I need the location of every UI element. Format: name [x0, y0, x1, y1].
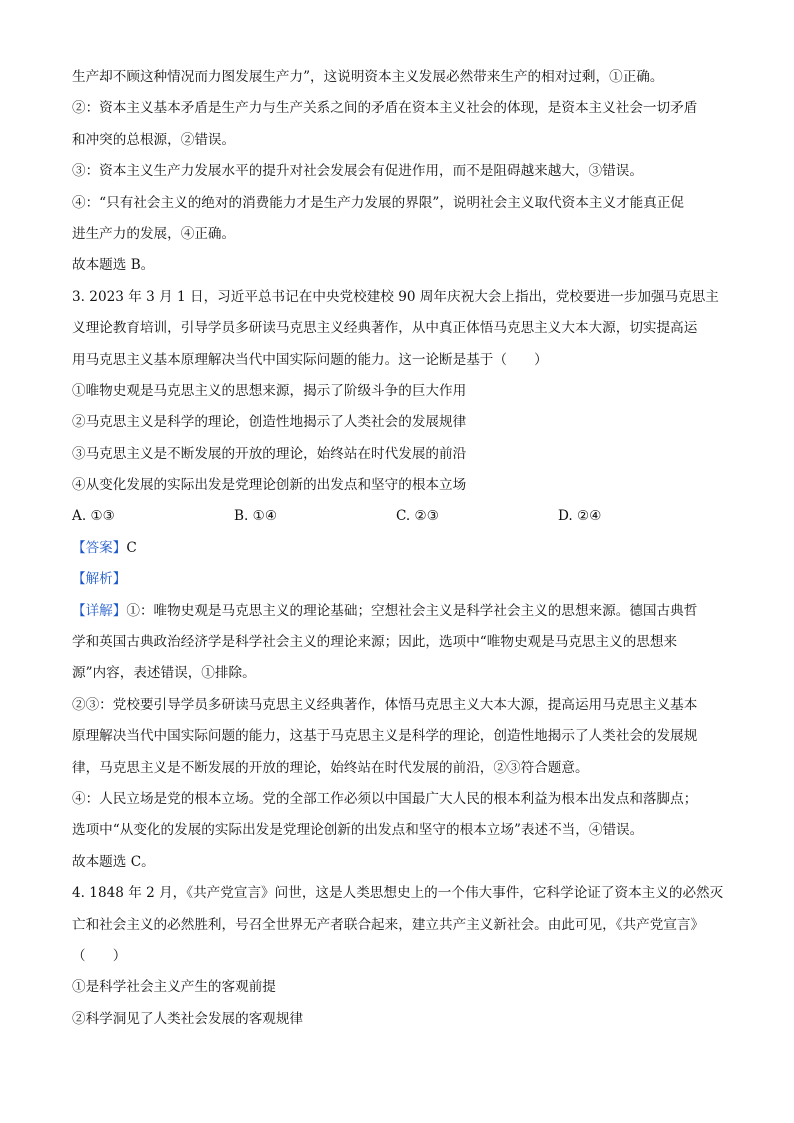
text-line: 和冲突的总根源，②错误。 — [72, 131, 236, 148]
q4-statement: ②科学洞见了人类社会发展的客观规律 — [72, 1010, 304, 1027]
q3-stem-line: 义理论教育培训，引导学员多研读马克思主义经典著作，从中真正体悟马克思主义大本大源，切实提高运 — [72, 320, 698, 337]
q3-statement: ③马克思主义是不断发展的开放的理论，始终站在时代发展的前沿 — [72, 445, 467, 462]
answer-value: C — [126, 539, 137, 556]
q3-detail-line: 选项中“从变化的发展的实际出发是党理论创新的出发点和坚守的根本立场”表述不当，④错误。 — [72, 822, 644, 839]
analysis-tag: 【解析】 — [72, 571, 127, 588]
q3-stem-line: 用马克思主义基本原理解决当代中国实际问题的能力。这一论断是基于（ ） — [72, 351, 548, 368]
option-d: D. ②④ — [558, 508, 602, 525]
answer-tag: 【答案】 — [72, 539, 127, 556]
text-line: ③：资本主义生产力发展水平的提升对社会发展会有促进作用，而不是阻碍越来越大，③错误。 — [72, 163, 643, 180]
q3-detail-line — [72, 596, 794, 627]
q3-statement: ①唯物史观是马克思主义的思想来源，揭示了阶级斗争的巨大作用 — [72, 382, 467, 399]
q3-detail-line: 源”内容，表述错误，①排除。 — [72, 665, 256, 682]
question-3 — [72, 282, 794, 878]
q3-detail-line: ④：人民立场是党的根本立场。党的全部工作必须以中国最广大人民的根本利益为根本出发点和落脚点； — [72, 790, 698, 807]
q3-detail-line: 律，马克思主义是不断发展的开放的理论，始终站在时代发展的前沿，②③符合题意。 — [72, 759, 589, 776]
q3-statement: ②马克思主义是科学的理论，创造性地揭示了人类社会的发展规律 — [72, 414, 467, 431]
text-line: ④：“只有社会主义的绝对的消费能力才是生产力发展的界限”，说明社会主义取代资本主义才能真正促 — [72, 194, 685, 211]
detail-text: ①：唯物史观是马克思主义的理论基础；空想社会主义是科学社会主义的思想来源。德国古典哲 — [126, 602, 698, 619]
q3-stem-line: 3. 2023 年 3 月 1 日，习近平总书记在中央党校建校 90 周年庆祝大会上指出，党校要进一步加强马克思主 — [72, 288, 719, 305]
text-line: ②：资本主义基本矛盾是生产力与生产关系之间的矛盾在资本主义社会的体现，是资本主义社会一切矛盾 — [72, 100, 698, 117]
q2-explanation-tail — [72, 62, 794, 282]
q3-analysis — [72, 564, 794, 595]
q3-detail-line: ②③：党校要引导学员多研读马克思主义经典著作，体悟马克思主义大本大源，提高运用马克思主义基本 — [72, 696, 698, 713]
q3-detail-line: 学和英国古典政治经济学是科学社会主义的理论来源；因此，选项中“唯物史观是马克思主义的思想来 — [72, 634, 678, 651]
q3-options — [72, 501, 794, 532]
question-4 — [72, 878, 794, 1035]
detail-tag: 【详解】 — [72, 602, 127, 619]
q4-stem-line: 亡和社会主义的必然胜利，号召全世界无产者联合起来，建立共产主义新社会。由此可见，《共产党宣言》 — [72, 916, 705, 933]
q4-statement: ①是科学社会主义产生的客观前提 — [72, 979, 276, 996]
q3-answer — [72, 533, 794, 564]
q3-conclusion: 故本题选 C。 — [72, 853, 155, 870]
text-line: 进生产力的发展，④正确。 — [72, 225, 236, 242]
q4-stem-line: 4. 1848 年 2 月，《共产党宣言》问世，这是人类思想史上的一个伟大事件，它科学论证了资本主义的必然灭 — [72, 885, 724, 902]
q3-detail-line: 原理解决当代中国实际问题的能力，这基于马克思主义是科学的理论，创造性地揭示了人类社会的发展规 — [72, 728, 698, 745]
q4-stem-line: （ ） — [72, 947, 127, 964]
q2-conclusion: 故本题选 B。 — [72, 257, 155, 274]
option-a: A. ①③ — [72, 508, 115, 525]
option-c: C. ②③ — [396, 508, 439, 525]
q3-statement: ④从变化发展的实际出发是党理论创新的出发点和坚守的根本立场 — [72, 477, 467, 494]
option-b: B. ①④ — [234, 508, 278, 525]
text-line: 生产却不顾这种情况而力图发展生产力”，这说明资本主义发展必然带来生产的相对过剩，①正确。 — [72, 69, 664, 85]
